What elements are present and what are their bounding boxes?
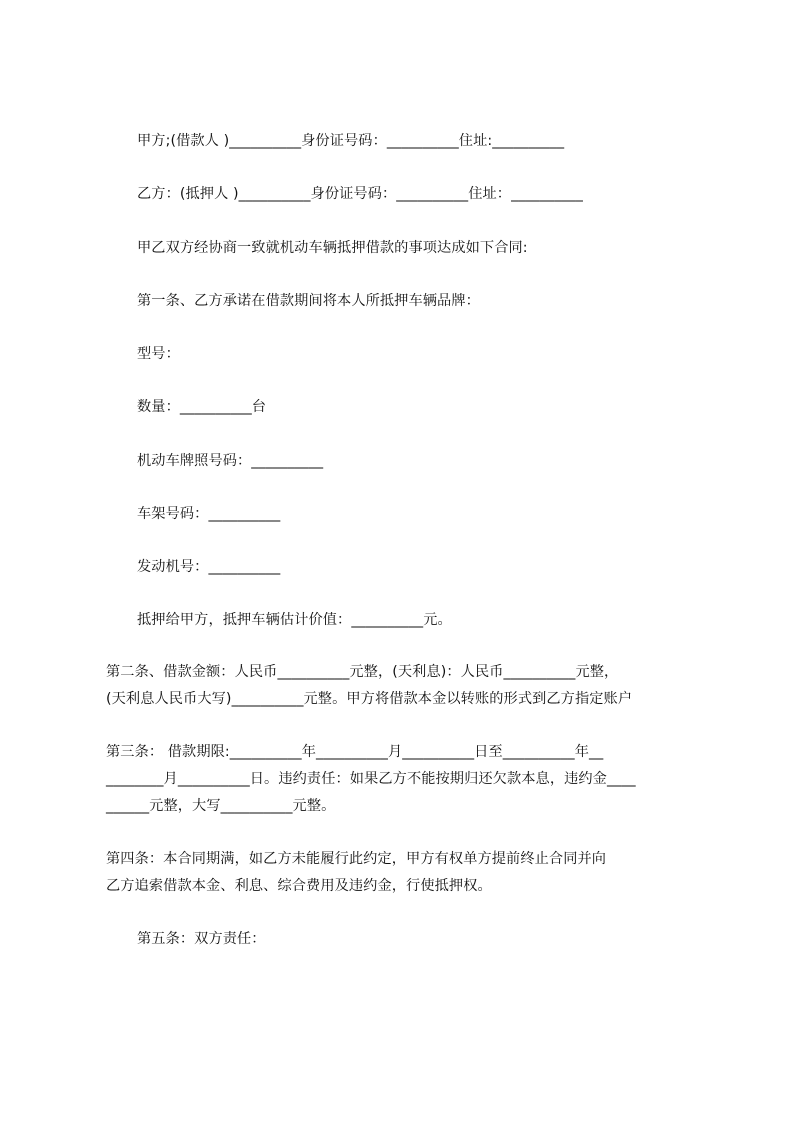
article-4-line-1: 第四条：本合同期满，如乙方未能履行此约定，甲方有权单方提前终止合同并向 [106, 851, 607, 867]
article-2-line-1: 第二条、借款金额：人民币__________元整，(天利息)：人民币__________元整， [106, 664, 619, 680]
article-1-line: 第一条、乙方承诺在借款期间将本人所抵押车辆品牌： [137, 293, 480, 309]
quantity-line: 数量：__________台 [137, 399, 267, 415]
party-b-line: 乙方：(抵押人 )__________身份证号码：__________住址：__________ [137, 186, 584, 202]
plate-number-line: 机动车牌照号码：__________ [137, 453, 324, 469]
engine-number-line: 发动机号：__________ [137, 559, 281, 575]
article-3-line-3: ______元整，大写__________元整。 [106, 798, 336, 814]
article-3-line-1: 第三条： 借款期限:__________年__________月__________日至__________年__ [106, 744, 604, 760]
model-line: 型号： [137, 346, 180, 362]
article-5-line: 第五条：双方责任： [137, 931, 266, 947]
party-a-line: 甲方;(借款人 )__________身份证号码：__________住址:__________ [137, 133, 565, 149]
article-3-line-2: ________月__________日。违约责任：如果乙方不能按期归还欠款本息，违约金____ [106, 771, 636, 787]
frame-number-line: 车架号码：__________ [137, 506, 281, 522]
article-2-line-2: (天利息人民币大写)__________元整。甲方将借款本金以转账的形式到乙方指定账户 [106, 691, 633, 707]
intro-line: 甲乙双方经协商一致就机动车辆抵押借款的事项达成如下合同: [137, 240, 528, 256]
estimated-value-line: 抵押给甲方，抵押车辆估计价值：__________元。 [137, 612, 452, 628]
article-4-line-2: 乙方追索借款本金、利息、综合费用及违约金，行使抵押权。 [106, 878, 492, 894]
